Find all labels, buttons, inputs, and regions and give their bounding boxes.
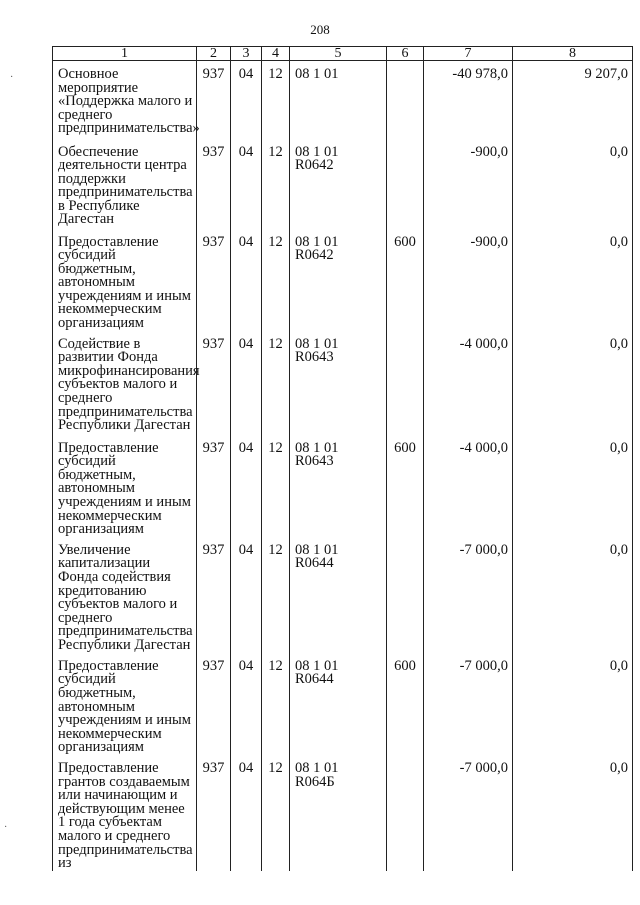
target-article-code: 08 1 01 — [295, 759, 339, 776]
amount-total-cell: 0,0 — [513, 435, 633, 537]
amount-change-cell: -4 000,0 — [424, 435, 513, 537]
subsection-code-cell: 12 — [262, 537, 290, 653]
name-cell: Содействие в развитии Фонда микрофинансирования субъектов малого и среднего предпринимательства Республики Дагестан — [53, 331, 197, 435]
header-cell-3: 3 — [231, 47, 262, 61]
amount-total-cell: 0,0 — [513, 537, 633, 653]
section-code-cell: 04 — [231, 331, 262, 435]
table-row — [53, 435, 633, 537]
target-article-cell — [290, 755, 387, 871]
target-article-suffix: R0643 — [295, 349, 334, 366]
table-row — [53, 229, 633, 331]
target-article-cell — [290, 61, 387, 139]
target-article-suffix: R0644 — [295, 555, 334, 572]
target-article-cell — [290, 139, 387, 229]
table-row — [53, 139, 633, 229]
amount-total-cell: 0,0 — [513, 755, 633, 871]
header-cell-6: 6 — [387, 47, 424, 61]
target-article-code: 08 1 01 — [295, 657, 339, 674]
expense-type-cell: 600 — [387, 229, 424, 331]
table-row — [53, 755, 633, 871]
amount-total-cell: 0,0 — [513, 653, 633, 755]
expense-type-cell — [387, 139, 424, 229]
subsection-code-cell: 12 — [262, 331, 290, 435]
amount-change-cell: -900,0 — [424, 229, 513, 331]
amount-change-cell: -40 978,0 — [424, 61, 513, 139]
name-cell: Предоставление субсидий бюджетным, автономным учреждениям и иным некоммерческим организациям — [53, 435, 197, 537]
section-code-cell: 04 — [231, 755, 262, 871]
scan-speck: · — [10, 72, 14, 83]
amount-change-cell: -4 000,0 — [424, 331, 513, 435]
subsection-code-cell: 12 — [262, 229, 290, 331]
header-cell-2: 2 — [197, 47, 231, 61]
target-article-suffix: R064Б — [295, 773, 335, 790]
subsection-code-cell: 12 — [262, 435, 290, 537]
target-article-code: 08 1 01 — [295, 233, 339, 250]
target-article-code: 08 1 01 — [295, 335, 339, 352]
budget-table — [52, 46, 633, 871]
target-article-code: 08 1 01 — [295, 143, 339, 160]
expense-type-cell — [387, 61, 424, 139]
target-article-suffix: R0643 — [295, 453, 334, 470]
table-body — [53, 61, 633, 871]
target-article-cell — [290, 537, 387, 653]
name-cell: Обеспечение деятельности центра поддержки предпринимательства в Республике Дагестан — [53, 139, 197, 229]
chapter-code-cell: 937 — [197, 229, 231, 331]
expense-type-cell: 600 — [387, 435, 424, 537]
amount-change-cell: -7 000,0 — [424, 755, 513, 871]
expense-type-cell — [387, 755, 424, 871]
table-row — [53, 537, 633, 653]
target-article-cell — [290, 331, 387, 435]
chapter-code-cell: 937 — [197, 537, 231, 653]
target-article-suffix: R0642 — [295, 247, 334, 264]
subsection-code-cell: 12 — [262, 653, 290, 755]
chapter-code-cell: 937 — [197, 755, 231, 871]
header-cell-4: 4 — [262, 47, 290, 61]
chapter-code-cell: 937 — [197, 435, 231, 537]
target-article-cell — [290, 229, 387, 331]
expense-type-cell — [387, 331, 424, 435]
table-row — [53, 653, 633, 755]
amount-total-cell: 0,0 — [513, 331, 633, 435]
section-code-cell: 04 — [231, 653, 262, 755]
scan-speck: · — [4, 822, 8, 833]
target-article-suffix: R0644 — [295, 671, 334, 688]
section-code-cell: 04 — [231, 537, 262, 653]
header-cell-1: 1 — [53, 47, 197, 61]
target-article-cell — [290, 653, 387, 755]
name-cell: Предоставление субсидий бюджетным, автономным учреждениям и иным некоммерческим организациям — [53, 653, 197, 755]
table-row — [53, 331, 633, 435]
chapter-code-cell: 937 — [197, 61, 231, 139]
header-cell-7: 7 — [424, 47, 513, 61]
target-article-code: 08 1 01 — [295, 66, 339, 82]
amount-total-cell: 9 207,0 — [513, 61, 633, 139]
chapter-code-cell: 937 — [197, 331, 231, 435]
target-article-code: 08 1 01 — [295, 541, 339, 558]
chapter-code-cell: 937 — [197, 139, 231, 229]
amount-change-cell: -7 000,0 — [424, 537, 513, 653]
amount-change-cell: -900,0 — [424, 139, 513, 229]
section-code-cell: 04 — [231, 435, 262, 537]
section-code-cell: 04 — [231, 229, 262, 331]
target-article-suffix: R0642 — [295, 157, 334, 174]
amount-total-cell: 0,0 — [513, 229, 633, 331]
header-row — [53, 47, 633, 61]
header-cell-5: 5 — [290, 47, 387, 61]
section-code-cell: 04 — [231, 61, 262, 139]
name-cell: Предоставление грантов создаваемым или начинающим и действующим менее 1 года субъектам малого и среднего предпринимательства из — [53, 755, 197, 871]
expense-type-cell: 600 — [387, 653, 424, 755]
name-cell: Предоставление субсидий бюджетным, автономным учреждениям и иным некоммерческим организациям — [53, 229, 197, 331]
name-cell: Основное мероприятие «Поддержка малого и среднего предпринимательства» — [53, 61, 197, 139]
subsection-code-cell: 12 — [262, 61, 290, 139]
target-article-cell — [290, 435, 387, 537]
amount-change-cell: -7 000,0 — [424, 653, 513, 755]
name-cell: Увеличение капитализации Фонда содействия кредитованию субъектов малого и среднего предпринимательства Республики Дагестан — [53, 537, 197, 653]
target-article-code: 08 1 01 — [295, 439, 339, 456]
header-cell-8: 8 — [513, 47, 633, 61]
amount-total-cell: 0,0 — [513, 139, 633, 229]
table-row — [53, 61, 633, 139]
expense-type-cell — [387, 537, 424, 653]
page-number: 208 — [310, 22, 330, 37]
section-code-cell: 04 — [231, 139, 262, 229]
subsection-code-cell: 12 — [262, 139, 290, 229]
subsection-code-cell: 12 — [262, 755, 290, 871]
chapter-code-cell: 937 — [197, 653, 231, 755]
